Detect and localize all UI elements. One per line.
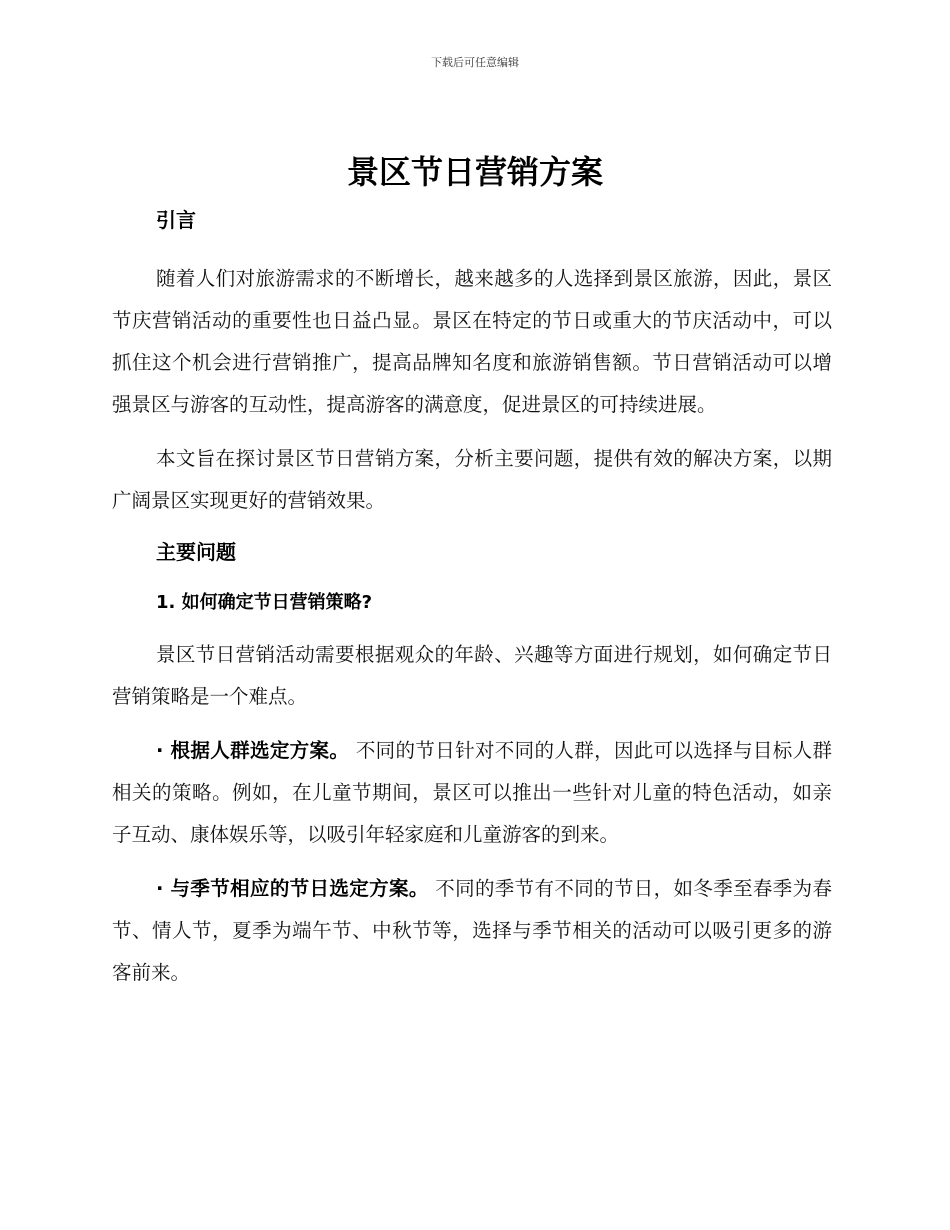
section-heading-intro: 引言: [156, 208, 196, 232]
subsection-heading-q1: 1. 如何确定节日营销策略?: [156, 592, 373, 613]
document-body: [112, 200, 832, 994]
bullet-2-text: 不同的季节有不同的节日，如冬季至春季为春节、情人节，夏季为端午节、中秋节等，选择与季节相关的活动可以吸引更多的游客前来。: [112, 877, 833, 984]
bullet-paragraph-2: [112, 868, 832, 994]
bullet-2-lead: · 与季节相应的节日选定方案。: [156, 877, 429, 900]
page-header: 下载后可任意编辑: [431, 56, 519, 69]
bullet-1-text: 不同的节日针对不同的人群，因此可以选择与目标人群相关的策略。例如，在儿童节期间，景区可以推出一些针对儿童的特色活动，如亲子互动、康体娱乐等，以吸引年轻家庭和儿童游客的到来。: [112, 739, 833, 846]
q1-paragraph: 景区节日营销活动需要根据观众的年龄、兴趣等方面进行规划，如何确定节日营销策略是一个难点。: [112, 643, 832, 708]
intro-paragraph-2: 本文旨在探讨景区节日营销方案，分析主要问题，提供有效的解决方案，以期广阔景区实现更好的营销效果。: [112, 447, 832, 512]
section-heading-problems: 主要问题: [156, 540, 236, 564]
document-title: 景区节日营销方案: [346, 153, 603, 191]
intro-paragraph-1: 随着人们对旅游需求的不断增长，越来越多的人选择到景区旅游，因此，景区节庆营销活动的重要性也日益凸显。景区在特定的节日或重大的节庆活动中，可以抓住这个机会进行营销推广，提高品牌知名度和旅游销售额。节日营销活动可以增强景区与游客的互动性，提高游客的满意度，促进景区的可持续进展。: [112, 267, 832, 416]
bullet-paragraph-1: [112, 730, 832, 856]
bullet-1-lead: · 根据人群选定方案。: [156, 739, 350, 762]
